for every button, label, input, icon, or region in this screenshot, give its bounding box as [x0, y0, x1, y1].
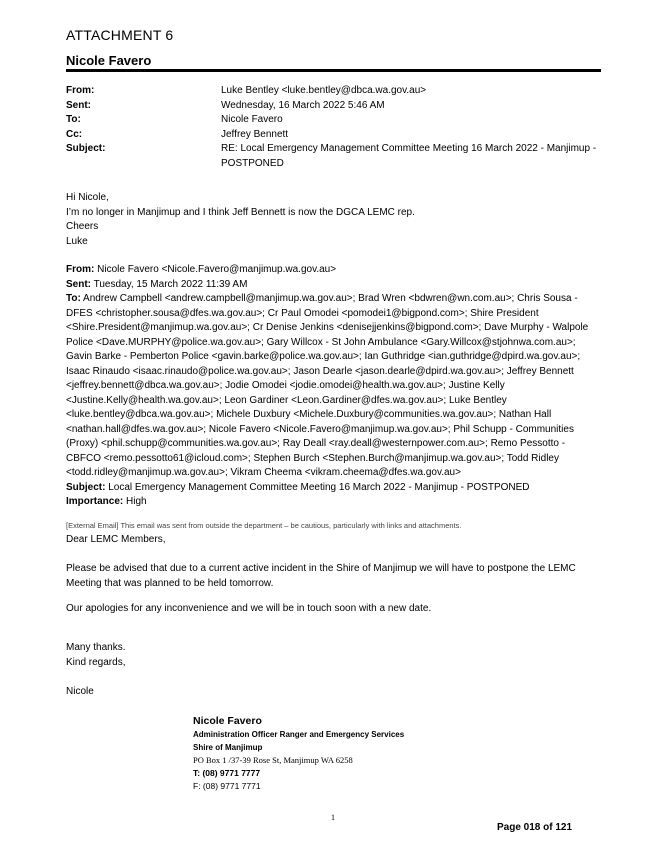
message-paragraph-2: Our apologies for any inconvenience and we will be in touch soon with a new date. [66, 603, 432, 614]
header-to-row [66, 113, 601, 128]
header-subject-row [66, 142, 601, 171]
header-to-label: To: [66, 114, 81, 125]
salutation: Dear LEMC Members, [66, 534, 166, 545]
signature-org: Shire of Manjimup [193, 743, 263, 752]
fwd-sent-row [66, 278, 601, 293]
attachment-label: ATTACHMENT 6 [66, 27, 174, 43]
header-sent-value: Wednesday, 16 March 2022 5:46 AM [221, 99, 385, 111]
header-from-value: Luke Bentley <luke.bentley@dbca.wa.gov.au> [221, 85, 427, 96]
signature-fax: F: (08) 9771 7771 [193, 781, 261, 791]
fwd-to-value: Andrew Campbell <andrew.campbell@manjimup.wa.gov.au>; Brad Wren <bdwren@wn.com.au>; Chris Sousa - DFES <christopher.sousa@dfes.wa.gov.au>; Cr Paul Omodei <pomodei1@bigpond.com>; Shire President <Shire.President@manjimup.wa.gov.au>; Cr Denise Jenkins <denisejjenkins@bigpond.com>; Dave Murphy - Walpole Police <Dave.MURPHY@police.wa.gov.au>; Gary Willcox - St John Ambulance <Gary.Willcox@stjohnwa.com.au>; Gavin Barke - Pemberton Police <gavin.barke@police.wa.gov.au>; Ian Guthridge <ian.guthridge@dpird.wa.gov.au>; Isaac Rinaudo <isaac.rinaudo@police.wa.gov.au>; Jason Dearle <jason.dearle@dpird.wa.gov.au>; Jeffrey Bennett <jeffrey.bennett@dbca.wa.gov.au>; Jodie Omodei <jodie.omodei@health.wa.gov.au>; Justine Kelly <Justine.Kelly@health.wa.gov.au>; Leon Gardiner <Leon.Gardiner@dfes.wa.gov.au>; Luke Bentley <luke.bentley@dbca.wa.gov.au>; Michele Duxbury <Michele.Duxbury@communities.wa.gov.au>; Nathan Hall <nathan.hall@dfes.wa.gov.au>; Nicole Favero <Nicole.Favero@manjimup.wa.gov.au>; Phil Schupp - Communities (Proxy) <phil.schupp@communities.wa.gov.au>; Ray Deall <ray.deall@westernpower.com.au>; Remo Pessotto - CBFCO <remo.pessotto61@icloud.com>; Stephen Burch <Stephen.Burch@manjimup.wa.gov.au>; Todd Ridley <todd.ridley@manjimup.wa.gov.au>; Vikram Cheema <vikram.cheema@dfes.wa.gov.au> [66, 293, 589, 478]
header-subject-value: RE: Local Emergency Management Committee Meeting 16 March 2022 - Manjimup - POSTPONED [221, 143, 597, 169]
header-cc-label: Cc: [66, 128, 83, 140]
reply-line: I’m no longer in Manjimup and I think Jeff Bennett is now the DGCA LEMC rep. [66, 206, 415, 218]
email-header [66, 84, 601, 171]
fwd-sent-value: Tuesday, 15 March 2022 11:39 AM [93, 278, 248, 290]
fwd-from-row [66, 263, 601, 278]
external-email-notice: [External Email] This email was sent from outside the department – be cautious, particularly with links and attachments. [66, 521, 462, 530]
fwd-sent-label: Sent: [66, 278, 91, 290]
signature-phone: T: (08) 9771 7777 [193, 768, 261, 778]
header-subject-label: Subject: [66, 143, 106, 154]
closing [66, 641, 601, 670]
header-sent-label: Sent: [66, 99, 91, 111]
reply-line: Cheers [66, 221, 99, 232]
header-cc-value: Jeffrey Bennett [221, 128, 289, 140]
fwd-subject-row [66, 481, 601, 496]
page-of-total: Page 018 of 121 [497, 822, 573, 833]
header-rule [66, 69, 601, 72]
sign-off-name: Nicole [66, 686, 94, 697]
mailbox-owner-name: Nicole Favero [66, 53, 152, 68]
reply-line: Hi Nicole, [66, 192, 109, 203]
fwd-importance-row [66, 495, 601, 510]
email-signature [193, 714, 573, 793]
message-paragraph-1: Please be advised that due to a current active incident in the Shire of Manjimup we will have to postpone the LEMC Meeting that was planned to be held tomorrow. [66, 563, 576, 589]
fwd-subject-label: Subject: [66, 481, 106, 493]
closing-line-2: Kind regards, [66, 656, 126, 668]
fwd-to-label: To: [66, 293, 81, 304]
fwd-from-label: From: [66, 264, 95, 275]
header-cc-row [66, 128, 601, 143]
fwd-importance-label: Importance: [66, 496, 124, 507]
signature-address: PO Box 1 /37-39 Rose St, Manjimup WA 6258 [193, 755, 353, 765]
header-sent-row [66, 99, 601, 114]
header-from-label: From: [66, 85, 95, 96]
signature-title: Administration Officer Ranger and Emergency Services [193, 730, 405, 739]
header-from-row [66, 84, 601, 99]
fwd-from-value: Nicole Favero <Nicole.Favero@manjimup.wa.gov.au> [97, 264, 337, 275]
forwarded-header [66, 263, 601, 510]
fwd-to-row [66, 292, 601, 481]
reply-line: Luke [66, 235, 88, 247]
fwd-importance-value: High [126, 496, 147, 507]
page-number: 1 [331, 813, 335, 822]
reply-body [66, 191, 601, 249]
fwd-subject-value: Local Emergency Management Committee Meeting 16 March 2022 - Manjimup - POSTPONED [108, 481, 530, 493]
header-to-value: Nicole Favero [221, 114, 283, 125]
signature-name: Nicole Favero [193, 715, 262, 727]
closing-line-1: Many thanks. [66, 642, 126, 653]
